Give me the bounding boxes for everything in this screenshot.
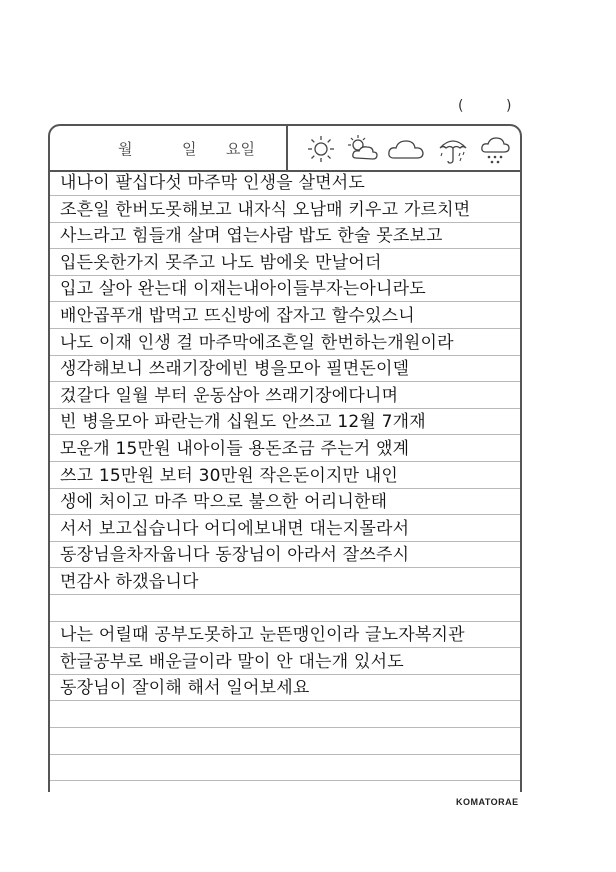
handwritten-line: 쓰고 15만원 보터 30만원 작은돈이지만 내인 — [60, 466, 399, 486]
handwritten-line: 생각해보니 쓰래기장에빈 병을모아 필면돈이델 — [60, 359, 410, 379]
page-number-field — [458, 98, 542, 114]
umbrella-rain-icon — [436, 134, 470, 166]
ruled-line — [50, 434, 520, 435]
ruled-line — [50, 355, 520, 356]
ruled-line — [50, 195, 520, 196]
ruled-line — [50, 488, 520, 489]
ruled-line — [50, 328, 520, 329]
page-number-open-bracket: ( — [458, 98, 494, 114]
ruled-line — [50, 514, 520, 515]
handwritten-line: 모운개 15만원 내아이들 용돈조금 주는거 앴계 — [60, 439, 410, 459]
month-label: 월 — [118, 140, 133, 158]
ruled-line — [50, 594, 520, 595]
handwritten-line: 입든옷한가지 못주고 나도 밤에옷 만날어더 — [60, 253, 382, 273]
day-label: 일 — [182, 140, 197, 158]
handwritten-line: 동장님을차자웁니다 동장님이 아라서 잘쓰주시 — [60, 545, 410, 565]
handwritten-line: 입고 살아 완는대 이재는내아이들부자는아니라도 — [60, 279, 426, 299]
sun-icon — [306, 134, 336, 164]
handwritten-line: 면감사 하갰읍니다 — [60, 572, 199, 592]
ruled-line — [50, 727, 520, 728]
ruled-line — [50, 275, 520, 276]
handwritten-line: 나는 어릴때 공부도못하고 눈뜬맹인이라 글노자복지관 — [60, 625, 465, 645]
handwritten-line: 겄갈다 일월 부터 운동삼아 쓰래기장에다니며 — [60, 386, 399, 406]
ruled-line — [50, 461, 520, 462]
ruled-line — [50, 301, 520, 302]
handwritten-line: 사느라고 힘들개 살며 엽는사람 밥도 한술 못조보고 — [60, 226, 443, 246]
ruled-line — [50, 754, 520, 755]
rain-cloud-icon — [478, 134, 512, 168]
handwritten-line: 내나이 팔십다섯 마주막 인생을 살면서도 — [60, 173, 365, 193]
weekday-label: 요일 — [226, 140, 255, 158]
cloud-icon — [386, 134, 426, 164]
ruled-line — [50, 567, 520, 568]
handwritten-line: 빈 병을모아 파란는개 십원도 안쓰고 12월 7개재 — [60, 412, 426, 432]
ruled-line — [50, 408, 520, 409]
ruled-line — [50, 674, 520, 675]
page-number-close-bracket: ) — [506, 98, 542, 114]
ruled-line — [50, 700, 520, 701]
handwritten-line: 서서 보고십습니다 어디에보내면 대는지몰라서 — [60, 519, 410, 539]
partly-cloudy-icon — [346, 134, 380, 164]
handwritten-line: 배안곱푸개 밥먹고 뜨신방에 잡자고 할수있스니 — [60, 306, 415, 326]
ruled-line — [50, 621, 520, 622]
handwritten-line: 생에 처이고 마주 막으로 불으한 어리니한태 — [60, 492, 388, 512]
weather-icons — [290, 130, 522, 168]
handwritten-line: 한글공부로 배운글이라 말이 안 대는개 있서도 — [60, 652, 404, 672]
ruled-line — [50, 248, 520, 249]
date-cell — [50, 126, 288, 170]
ruled-line — [50, 780, 520, 781]
ruled-line — [50, 222, 520, 223]
handwritten-line: 나도 이재 인생 걸 마주막에조흔일 한번하는개원이라 — [60, 333, 454, 353]
handwritten-line: 동장님이 잘이해 해서 일어보세요 — [60, 678, 310, 698]
date-weather-header — [50, 126, 520, 172]
ruled-line — [50, 381, 520, 382]
ruled-line — [50, 647, 520, 648]
brand-logo: KOMATORAE — [456, 797, 519, 807]
handwritten-line: 조흔일 한버도못해보고 내자식 오남매 키우고 가르치면 — [60, 200, 471, 220]
ruled-line — [50, 541, 520, 542]
